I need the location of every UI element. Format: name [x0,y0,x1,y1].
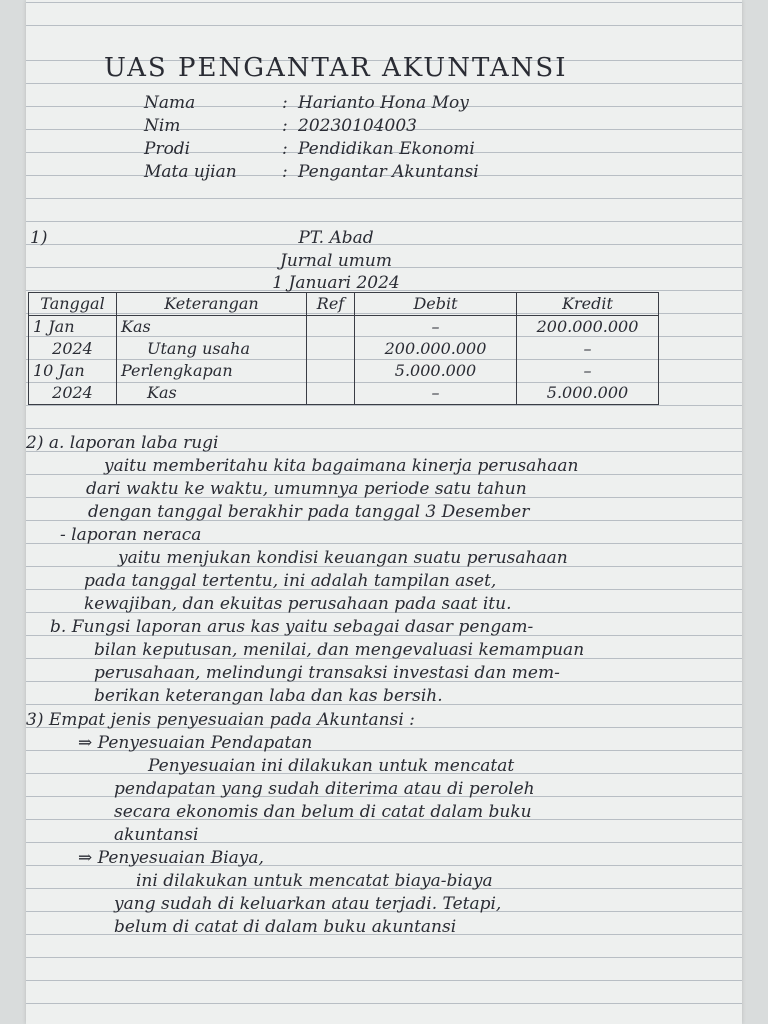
sep-nama: : [282,93,288,113]
q2-text-line: pada tanggal tertentu, ini adalah tampilan aset, [84,571,497,591]
journal-title: Jurnal umum [280,251,392,271]
q2-subheading: - laporan neraca [60,525,202,545]
notebook-page [26,0,742,1024]
q3-text-line: secara ekonomis dan belum di catat dalam buku [114,802,532,822]
label-prodi: Prodi [144,139,191,159]
column-header-ref: Ref [307,293,355,316]
q2-subheading: b. Fungsi laporan arus kas yaitu sebagai dasar pengam- [50,617,534,637]
q2-text-line: dengan tanggal berakhir pada tanggal 3 Desember [88,502,530,522]
value-prodi: Pendidikan Ekonomi [298,139,475,159]
q2-text-line: perusahaan, melindungi transaksi investasi dan mem- [94,663,560,683]
value-nim: 20230104003 [298,116,417,136]
cell-keterangan: Utang usaha [117,338,307,360]
cell-ref [307,360,355,382]
q2-text-line: bilan keputusan, menilai, dan mengevaluasi kemampuan [94,640,585,660]
q3-text-line: akuntansi [114,825,199,845]
cell-kredit: – [517,360,659,382]
sep-mata-ujian: : [282,162,288,182]
q3-heading: 3) Empat jenis penyesuaian pada Akuntansi : [26,710,415,730]
table-row [29,338,659,360]
cell-tanggal: 2024 [29,382,117,405]
label-nim: Nim [144,116,181,136]
table-row [29,360,659,382]
cell-debit: 5.000.000 [355,360,517,382]
q3-subheading: ⇒ Penyesuaian Pendapatan [78,733,313,753]
cell-tanggal: 10 Jan [29,360,117,382]
question-1-number: 1) [30,228,48,248]
cell-keterangan: Perlengkapan [117,360,307,382]
value-mata-ujian: Pengantar Akuntansi [298,162,479,182]
cell-ref [307,382,355,405]
cell-kredit: – [517,338,659,360]
column-header-keterangan: Keterangan [117,293,307,316]
q2-text-line: dari waktu ke waktu, umumnya periode satu tahun [86,479,527,499]
q2-text-line: berikan keterangan laba dan kas bersih. [94,686,443,706]
q2-text-line: kewajiban, dan ekuitas perusahaan pada saat itu. [84,594,512,614]
value-nama: Harianto Hona Moy [298,93,469,113]
table-header-row [29,293,659,316]
table-row [29,382,659,405]
cell-ref [307,338,355,360]
sep-prodi: : [282,139,288,159]
q3-text-line: Penyesuaian ini dilakukan untuk mencatat [148,756,515,776]
company-name: PT. Abad [298,228,374,248]
q2-text-line: yaitu memberitahu kita bagaimana kinerja perusahaan [104,456,579,476]
q2-text-line: yaitu menjukan kondisi keuangan suatu perusahaan [118,548,568,568]
q3-subheading: ⇒ Penyesuaian Biaya, [78,848,264,868]
q2-heading: 2) a. laporan laba rugi [26,433,219,453]
cell-debit: 200.000.000 [355,338,517,360]
cell-ref [307,316,355,339]
cell-tanggal: 2024 [29,338,117,360]
label-nama: Nama [144,93,196,113]
cell-debit: – [355,382,517,405]
column-header-debit: Debit [355,293,517,316]
q3-text-line: ini dilakukan untuk mencatat biaya-biaya [136,871,493,891]
exam-title: UAS PENGANTAR AKUNTANSI [104,53,568,83]
q3-text-line: pendapatan yang sudah diterima atau di peroleh [114,779,535,799]
cell-debit: – [355,316,517,339]
column-header-kredit: Kredit [517,293,659,316]
table-row [29,316,659,339]
cell-kredit: 5.000.000 [517,382,659,405]
column-header-tanggal: Tanggal [29,293,117,316]
journal-date: 1 Januari 2024 [272,273,400,293]
cell-keterangan: Kas [117,382,307,405]
cell-kredit: 200.000.000 [517,316,659,339]
cell-tanggal: 1 Jan [29,316,117,339]
general-journal-table [28,292,659,405]
q3-text-line: yang sudah di keluarkan atau terjadi. Tetapi, [114,894,502,914]
q3-text-line: belum di catat di dalam buku akuntansi [114,917,457,937]
sep-nim: : [282,116,288,136]
label-mata-ujian: Mata ujian [144,162,237,182]
cell-keterangan: Kas [117,316,307,339]
